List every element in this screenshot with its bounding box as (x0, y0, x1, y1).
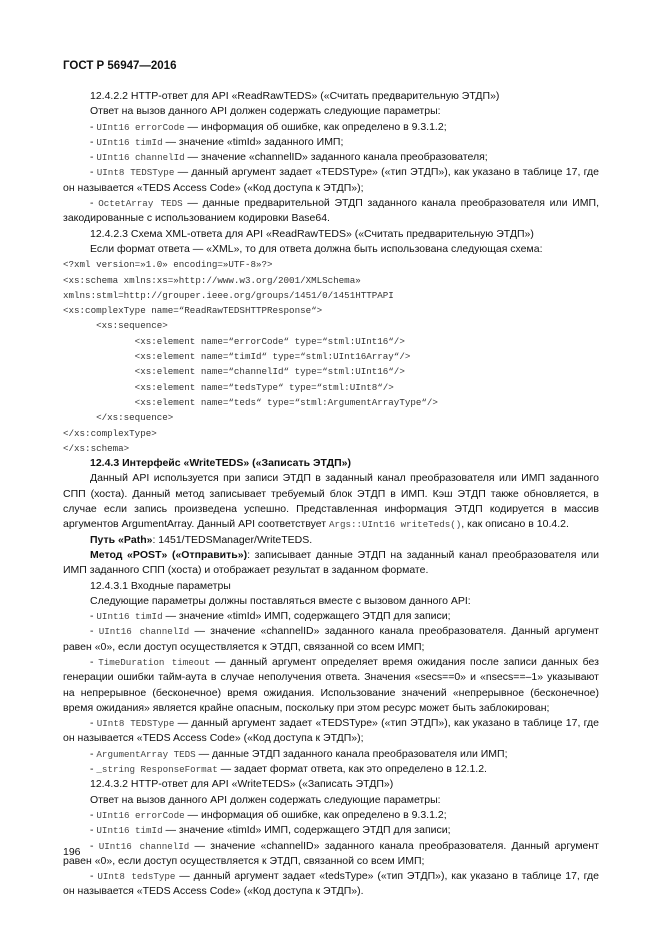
code-line: </xs:sequence> (63, 412, 174, 424)
parameter-description: — информация об ошибке, как определено в 9.3.1.2; (184, 808, 447, 821)
parameter-code: _string ResponseFormat (96, 764, 218, 776)
list-dash: - (90, 870, 98, 883)
parameter-code: UInt8 tedsType (97, 871, 176, 883)
section-heading: 12.4.3 Интерфейс «WriteTEDS» («Записать ЭТДП») (90, 457, 352, 470)
parameter-item (63, 716, 599, 747)
parameter-description: — данные предварительной ЭТДП заданного канала преобразователя или ИМП, закодированные с использованием кодировки Base64. (63, 197, 599, 225)
parameter-item (63, 120, 599, 135)
code-line: </xs:schema> (63, 442, 130, 454)
code-line: <xs:complexType name=“ReadRawTEDSHTTPResponse“> (63, 305, 323, 317)
parameter-item (63, 839, 599, 870)
list-dash: - (90, 197, 99, 210)
parameter-item (63, 135, 599, 150)
parameter-code: UInt16 timId (96, 136, 163, 148)
code-line: <xs:element name=“channelId“ type=“stml:UInt16“/> (63, 366, 405, 378)
parameter-list (63, 120, 599, 227)
parameter-code: UInt16 timId (96, 825, 163, 837)
code-line: <xs:element name=“teds“ type=“stml:ArgumentArrayType“/> (63, 396, 438, 408)
parameter-item (63, 150, 599, 165)
parameter-item (63, 747, 599, 762)
paragraph: Если формат ответа — «XML», то для ответа должна быть использована следующая схема: (90, 242, 543, 255)
parameter-description: — данные ЭТДП заданного канала преобразователя или ИМП; (195, 747, 508, 760)
parameter-description: — данный аргумент задает «TEDSType» («тип ЭТДП»), как указано в таблице 17, где он называется «TEDS Access Code» («Код доступа к ЭТДП»); (63, 166, 599, 194)
parameter-code: UInt8 TEDSType (96, 718, 175, 730)
parameter-code: UInt16 errorCode (96, 809, 185, 821)
parameter-item (63, 609, 599, 624)
parameter-code: OctetArray TEDS (98, 198, 183, 210)
parameter-item (63, 196, 599, 227)
section-heading: 12.4.3.1 Входные параметры (90, 579, 231, 592)
parameter-code: UInt8 TEDSType (96, 167, 175, 179)
paragraph: Следующие параметры должны поставляться вместе с вызовом данного API: (90, 594, 471, 607)
code-line: </xs:complexType> (63, 427, 157, 439)
xml-schema-code (63, 257, 599, 456)
list-dash: - (90, 717, 97, 730)
code-line: <xs:element name=“errorCode“ type=“stml:UInt16“/> (63, 335, 405, 347)
document-header: ГОСТ Р 56947—2016 (63, 60, 177, 72)
parameter-description: — значение «timId» ИМП, содержащего ЭТДП для записи; (162, 610, 451, 623)
page-number: 196 (63, 846, 81, 858)
parameter-item (63, 655, 599, 716)
paragraph: Ответ на вызов данного API должен содержать следующие параметры: (90, 793, 441, 806)
parameter-code: UInt16 channelId (98, 626, 190, 638)
list-dash: - (90, 808, 97, 821)
method-paragraph: Метод «POST» («Отправить»): записывает данные ЭТДП на заданный канал преобразователя или ИМП заданного СПП (хоста) и отображает результат в заданном формате. (63, 548, 599, 577)
parameter-description: — значение «timId» заданного ИМП; (162, 135, 344, 148)
parameter-item (63, 165, 599, 196)
parameter-code: TimeDuration timeout (98, 656, 211, 668)
parameter-item (63, 823, 599, 838)
list-dash: - (90, 839, 99, 852)
code-line: xmlns:stml=http://grouper.ieee.org/groups/1451/0/1451HTTPAPI (63, 289, 394, 301)
paragraph: Ответ на вызов данного API должен содержать следующие параметры: (90, 105, 441, 118)
parameter-list (63, 609, 599, 777)
parameter-code: UInt16 channelId (96, 152, 185, 164)
parameter-code: ArgumentArray TEDS (96, 748, 196, 760)
list-dash: - (90, 135, 97, 148)
parameter-description: — данный аргумент определяет время ожидания после записи данных без генерации ошибки тайм-аута в случае неполучения ответа. Значения «secs==0» и «nsecs==–1» указывают на непрерывное (бесконечное) время ожидания. Использование значений «непрерывное (бесконечное) время ожидания» является крайне опасным, поскольку при этом ресурс может быть заблокирован; (63, 655, 599, 714)
list-dash: - (90, 610, 97, 623)
section-heading: 12.4.2.3 Схема XML-ответа для API «ReadRawTEDS» («Считать предварительную ЭТДП») (90, 227, 534, 240)
list-dash: - (90, 166, 97, 179)
list-dash: - (90, 625, 99, 638)
code-line: <xs:schema xmlns:xs=»http://www.w3.org/2001/XMLSchema» (63, 274, 361, 286)
parameter-description: — данный аргумент задает «tedsType» («тип ЭТДП»), как указано в таблице 17, где он называется «TEDS Access Code» («Код доступа к ЭТДП»). (63, 870, 599, 898)
parameter-item (63, 624, 599, 655)
parameter-item (63, 762, 599, 777)
paragraph: Данный API используется при записи ЭТДП в заданный канал преобразователя или ИМП заданного СПП (хоста). Данный метод записывает требуемый блок ЭТДП в ИМП. Кэш ЭТДП также обновляется, в случае если запись произведена успешно. Представленная информация ЭТДП кодируется в массив аргументов ArgumentArray. Данный API соответствует Args::UInt16 writeTeds(), как описано в 10.4.2. (63, 472, 599, 531)
list-dash: - (90, 120, 97, 133)
parameter-code: UInt16 timId (96, 611, 163, 623)
code-line: <xs:element name=“timId“ type=“stml:UInt16Array“/> (63, 351, 411, 363)
list-dash: - (90, 747, 97, 760)
parameter-item (63, 869, 599, 900)
code-line: <xs:element name=“tedsType“ type=“stml:UInt8“/> (63, 381, 394, 393)
parameter-description: — значение «channelID» заданного канала преобразователя. Данный аргумент равен «0», если доступ осуществляется к ЭТДП, связанной со всем ИМП; (63, 625, 599, 653)
parameter-code: UInt16 errorCode (96, 121, 185, 133)
list-dash: - (90, 655, 99, 668)
list-dash: - (90, 151, 97, 164)
parameter-description: — информация об ошибке, как определено в 9.3.1.2; (184, 120, 447, 133)
parameter-item (63, 808, 599, 823)
parameter-description: — значение «timId» ИМП, содержащего ЭТДП для записи; (162, 824, 451, 837)
section-heading: 12.4.2.2 HTTP-ответ для API «ReadRawTEDS» («Считать предварительную ЭТДП») (90, 90, 500, 102)
parameter-code: UInt16 channelId (98, 840, 190, 852)
parameter-description: — задает формат ответа, как это определено в 12.1.2. (217, 763, 487, 776)
list-dash: - (90, 824, 97, 837)
section-heading: 12.4.3.2 HTTP-ответ для API «WriteTEDS» («Записать ЭТДП») (90, 778, 394, 791)
list-dash: - (90, 763, 97, 776)
parameter-description: — значение «channelID» заданного канала преобразователя. Данный аргумент равен «0», если доступ осуществляется к ЭТДП, связанной со всем ИМП; (63, 839, 599, 867)
parameter-list (63, 808, 599, 900)
code-line: <?xml version=»1.0» encoding=»UTF-8»?> (63, 259, 273, 271)
path-paragraph: Путь «Path»: 1451/TEDSManager/WriteTEDS. (90, 533, 313, 546)
parameter-description: — значение «channelID» заданного канала преобразователя; (184, 151, 488, 164)
parameter-description: — данный аргумент задает «TEDSType» («тип ЭТДП»), как указано в таблице 17, где он называется «TEDS Access Code» («Код доступа к ЭТДП»); (63, 717, 599, 745)
code-line: <xs:sequence> (63, 320, 168, 332)
page-body (63, 89, 599, 900)
